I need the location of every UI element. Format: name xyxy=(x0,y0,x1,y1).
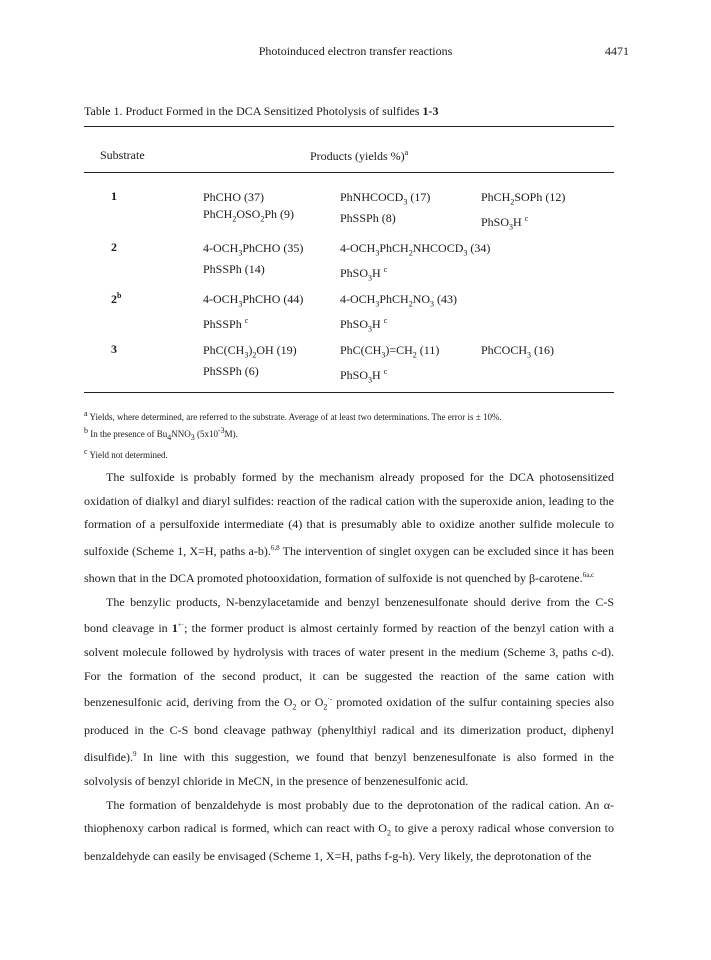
product-cell: $4-OCH_3PhCH_2NO_3$ (43) PhSO$_3$H $^c$ xyxy=(340,292,458,334)
table-row xyxy=(0,189,711,232)
product-cell: PhNHCOCD$_3$ (17) PhSSPh (8) xyxy=(340,190,431,226)
caption-text: Table 1. Product Formed in the DCA Sensitized Photolysis of sulfides xyxy=(84,104,423,118)
caption-compounds: 1-3 xyxy=(422,104,439,118)
paragraph: The benzylic products, N-benzylacetamide and benzyl benzenesulfonate should derive from the C-S bond cleavage in 1+·; the former product is almost certainly formed by reaction of the benzyl cation with a solvent molecule followed by hydrolysis with traces of water present in the medium (Scheme 3, paths c-d). For the formation of the second product, it can be suggested the reaction of the same cation with benzenesulfonic acid, deriving from the $O_2$ or $O_2^{\cdot-}$ promoted oxidation of the sulfur containing species also produced in the C-S bond cleavage pathway (phenylthiyl radical and its dimerization product, diphenyl disulfide).$^9$ In line with this suggestion, we found that benzyl benzenesulfonate is also formed in the solvolysis of benzyl chloride in MeCN, in the presence of benzenesulfonic acid. xyxy=(84,594,615,788)
table-row xyxy=(0,291,711,334)
footnote-a: $^a$ Yields, where determined, are referred to the substrate. Average of at least two determinations. The error is ± 10%. xyxy=(84,409,502,422)
paragraph: The formation of benzaldehyde is most probably due to the deprotonation of the radical cation. An α-thiophenoxy carbon radical is formed, which can react with $O_2$ to give a peroxy radical whose conversion to benzaldehyde can easily be envisaged (Scheme 1, X=H, paths f-g-h). Very likely, the deprotonation of the xyxy=(84,797,614,864)
table-caption xyxy=(84,104,438,119)
paragraph: The sulfoxide is probably formed by the mechanism already proposed for the DCA photosensitized oxidation of dialkyl and diaryl sulfides: reaction of the radical cation with the superoxide anion, leading to the formation of a persulfoxide intermediate (4) that is presumably able to oxidize another sulfide molecule to sulfoxide (Scheme 1, X=H, paths a-b).$^{6,8}$ The intervention of singlet oxygen can be excluded since it has been shown that in the DCA promoted photooxidation, formation of sulfoxide is not quenched by β-carotene.$^{6a,c}$ xyxy=(84,470,615,585)
product-cell: $4-OCH_3PhCHO$ (35) PhSSPh (14) xyxy=(203,241,304,277)
table-bottom-rule xyxy=(84,392,614,393)
product-cell: $4-OCH_3PhCH_2NHCOCD_3$ (34) PhSO$_3$H $^c$ xyxy=(340,241,491,283)
substrate-id: 1 xyxy=(111,189,117,203)
product-cell: $4-OCH_3PhCHO$ (44) PhSSPh $^c$ xyxy=(203,292,304,332)
page-number: 4471 xyxy=(605,44,629,58)
substrate-id: 3 xyxy=(111,342,117,356)
footnote-b: $^b$ In the presence of $Bu_4NNO_3$ $(5x10^{-3}M)$. xyxy=(84,426,238,442)
product-cell: PhCH$_2$SOPh (12) PhSO$_3$H $^c$ xyxy=(481,190,566,232)
footnote-c: $^c$ Yield not determined. xyxy=(84,446,168,460)
substrate-id: 2 xyxy=(111,240,117,254)
substrate-id: 2$^b$ xyxy=(111,291,122,306)
body-text xyxy=(84,466,614,869)
product-cell: PhCHO (37) $PhCH_2OSO_2Ph$ (9) xyxy=(203,190,295,224)
table-footnotes xyxy=(84,407,502,462)
product-cell: $PhC(CH_3)_2OH$ (19) PhSSPh (6) xyxy=(203,343,297,379)
product-cell: $PhC(CH_3)=CH_2$ (11) PhSO$_3$H $^c$ xyxy=(340,343,440,385)
table-row xyxy=(0,342,711,385)
footnote-mark-a: a xyxy=(404,148,409,157)
column-header-substrate: Substrate xyxy=(100,148,145,162)
product-cell: PhCOCH$_3$ (16) xyxy=(481,343,555,360)
products-header-text: Products (yields %) xyxy=(310,149,405,163)
table-header-rule xyxy=(84,172,614,173)
table-row xyxy=(0,240,711,283)
column-header-products xyxy=(310,148,408,164)
table-top-rule xyxy=(84,126,614,127)
running-title: Photoinduced electron transfer reactions xyxy=(258,44,453,58)
